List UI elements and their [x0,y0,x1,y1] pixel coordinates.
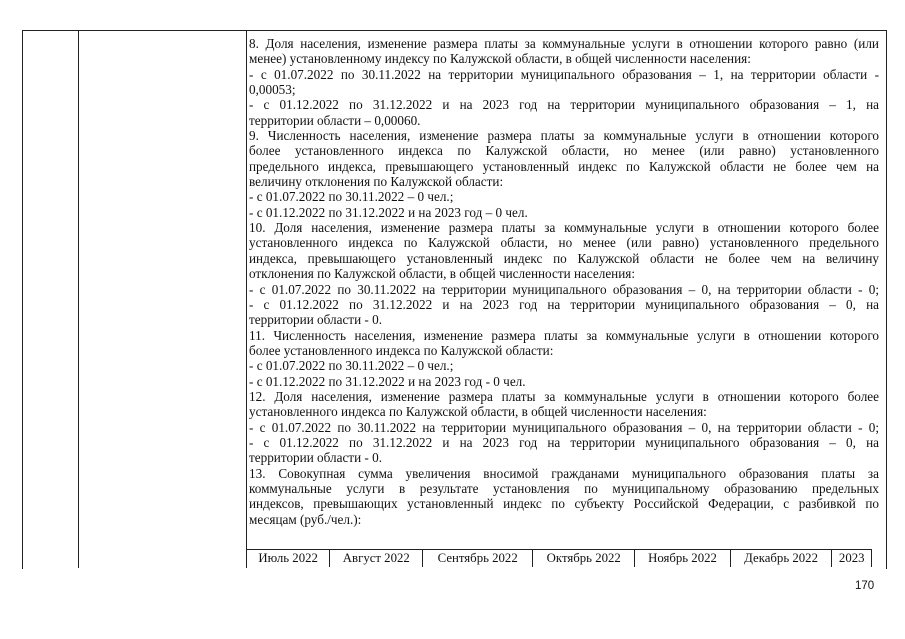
text-line: территории области - 0. [249,450,383,466]
text-line: - с 01.12.2022 по 31.12.2022 и на 2023 год на территории муниципального образования – 0, на [249,434,879,450]
document-body [249,36,879,527]
month-cell: Октябрь 2022 [533,550,635,568]
text-line: 10. Доля населения, изменение размера платы за коммунальные услуги в отношении которого более [249,220,879,236]
text-line: территории области - 0. [249,312,383,328]
text-line: индексов, превышающих установленный индекс по субъекту Российской Федерации, с разбивкой по [249,496,879,512]
text-line: 0,00053; [249,82,296,98]
text-line: месяцам (руб./чел.): [249,511,362,527]
text-line: 13. Совокупная сумма увеличения вносимой гражданами муниципального образования платы за [249,465,879,481]
table-row [247,550,872,568]
month-cell: 2023 [832,550,872,568]
text-line: - с 01.12.2022 по 31.12.2022 и на 2023 год – 0 чел. [249,204,528,220]
text-line: 11. Численность населения, изменение размера платы за коммунальные услуги в отношении которого [249,327,879,343]
text-line: 9. Численность населения, изменение размера платы за коммунальные услуги в отношении которого [249,128,879,144]
text-line: величину отклонения по Калужской области: [249,174,504,190]
text-line: 8. Доля населения, изменение размера платы за коммунальные услуги в отношении которого равно (или [249,36,879,51]
page-number: 170 [855,580,875,592]
month-cell: Декабрь 2022 [730,550,832,568]
month-cell: Июль 2022 [247,550,330,568]
column-divider [246,30,247,568]
months-table [246,549,872,567]
text-line: 12. Доля населения, изменение размера платы за коммунальные услуги в отношении которого более [249,388,879,404]
column-divider [78,30,79,568]
text-line: более установленного индекса по Калужской области: [249,342,554,358]
text-line: коммунальные услуги в результате установления по муниципальному образованию предельных [249,480,879,496]
month-cell: Ноябрь 2022 [635,550,730,568]
text-line: территории области – 0,00060. [249,112,421,128]
text-line: - с 01.07.2022 по 30.11.2022 на территории муниципального образования – 1, на территории области - [249,66,879,82]
text-line: индекса, превышающего установленный индекс по Калужской области не более чем на величину [249,250,879,266]
text-line: - с 01.07.2022 по 30.11.2022 – 0 чел.; [249,189,454,205]
text-line: - с 01.12.2022 по 31.12.2022 и на 2023 год - 0 чел. [249,373,526,389]
text-line: - с 01.12.2022 по 31.12.2022 и на 2023 год на территории муниципального образования – 1, на [249,97,879,113]
text-line: предельного индекса, превышающего установленный индекс по Калужской области не более чем на [249,158,879,174]
text-line: - с 01.07.2022 по 30.11.2022 – 0 чел.; [249,358,454,374]
text-line: - с 01.07.2022 по 30.11.2022 на территории муниципального образования – 0, на территории области - 0; [249,419,879,435]
text-line: отклонения по Калужской области, в общей численности населения: [249,266,636,282]
month-cell: Август 2022 [330,550,423,568]
text-line: - с 01.12.2022 по 31.12.2022 и на 2023 год на территории муниципального образования – 0, на [249,296,879,312]
text-line: установленного индекса по Калужской области, в общей численности населения: [249,404,707,420]
month-cell: Сентябрь 2022 [423,550,533,568]
text-line: - с 01.07.2022 по 30.11.2022 на территории муниципального образования – 0, на территории области - 0; [249,281,879,297]
text-line: менее) установленному индексу по Калужской области, в общей численности населения: [249,51,751,67]
text-line: установленного индекса по Калужской области, но менее (или равно) установленного предельного [249,235,879,251]
text-line: более установленного индекса по Калужской области, но менее (или равно) установленного [249,143,879,159]
